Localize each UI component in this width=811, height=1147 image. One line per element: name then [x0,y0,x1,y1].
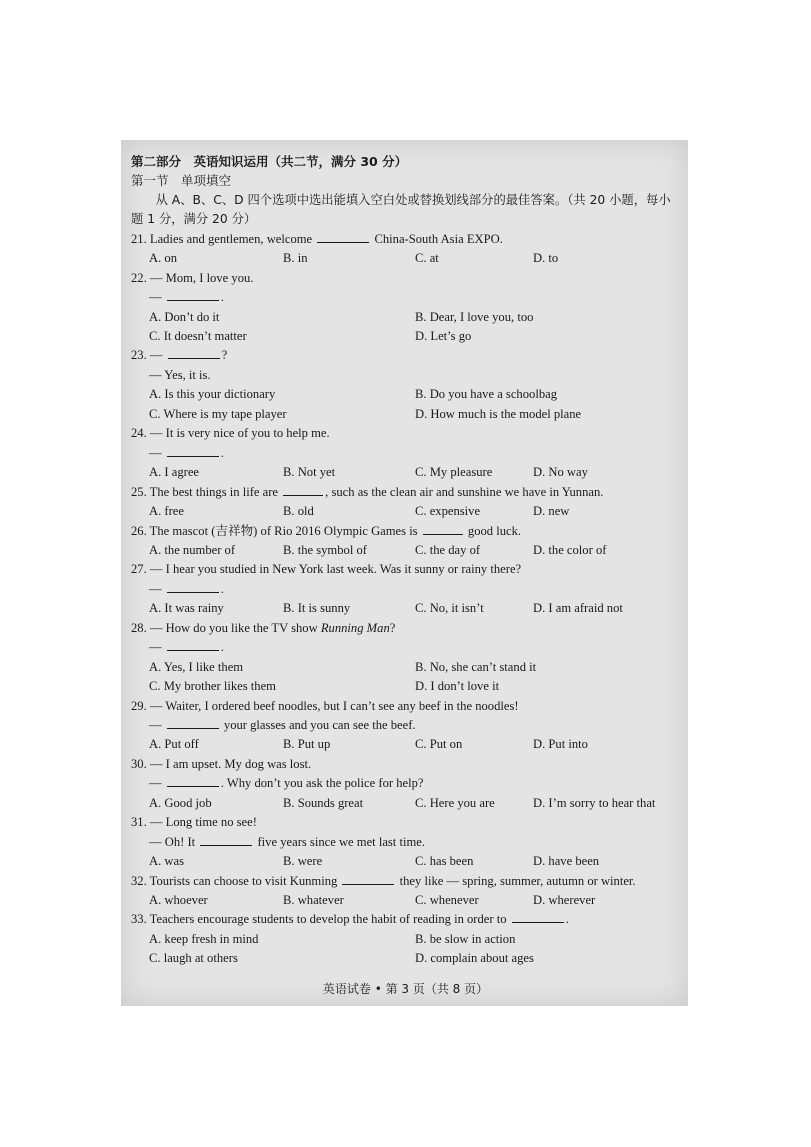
answer-line: — . [149,640,224,655]
option-a: A. Good job [149,795,212,810]
option-d: D. new [533,504,570,519]
section-title: 第二部分 英语知识运用（共二节，满分 30 分） [131,154,408,169]
options-24 [131,463,681,482]
option-c: C. laugh at others [149,951,238,966]
option-a: A. on [149,251,177,266]
option-d: D. I don’t love it [415,679,500,694]
option-a: A. Yes, I like them [149,659,244,674]
answer-blank [512,910,564,923]
question-29: 29. — Waiter, I ordered beef noodles, but I can’t see any beef in the noodles! [131,698,519,713]
question-22: 22. — Mom, I love you. [131,270,254,285]
question-24: 24. — It is very nice of you to help me. [131,426,330,441]
option-c: C. Put on [415,737,463,752]
answer-line: — Oh! It five years since we met last time. [149,834,425,849]
options-22-row2 [131,327,681,346]
show-title: Running Man [320,620,390,635]
option-a: A. was [149,854,184,869]
option-a: A. Don’t do it [149,309,220,324]
option-b: B. Dear, I love you, too [415,309,534,324]
option-a: A. It was rainy [149,601,224,616]
answer-blank [283,483,323,496]
option-d: D. I’m sorry to hear that [533,795,656,810]
option-a: A. Is this your dictionary [149,387,276,402]
options-30 [131,794,681,813]
option-a: A. the number of [149,542,236,557]
option-d: D. wherever [533,893,596,907]
answer-line: — Yes, it is. [149,367,211,382]
question-23: 23. — ? [131,348,228,363]
option-c: C. expensive [415,504,481,519]
option-b: B. in [283,251,308,266]
question-27: 27. — I hear you studied in New York last week. Was it sunny or rainy there? [131,562,522,577]
answer-blank [423,522,463,535]
answer-blank [167,288,219,301]
answer-blank [168,346,220,359]
option-c: C. My pleasure [415,465,493,480]
answer-blank [167,716,219,729]
options-23-row2 [131,405,681,424]
answer-line: — . [149,290,224,305]
option-c: C. the day of [415,542,481,557]
option-b: B. the symbol of [283,542,367,557]
question-30: 30. — I am upset. My dog was lost. [131,756,312,771]
options-27 [131,599,681,618]
answer-line: — . [149,581,224,596]
option-c: C. at [415,251,439,266]
option-b: B. It is sunny [283,601,351,616]
option-c: C. My brother likes them [149,679,276,694]
option-a: A. free [149,504,184,519]
option-c: C. No, it isn’t [415,601,484,616]
option-b: B. be slow in action [415,931,516,946]
option-c: C. has been [415,854,474,869]
answer-blank [167,444,219,457]
options-26 [131,541,681,560]
answer-line: — . [149,445,224,460]
options-32 [131,891,681,910]
option-a: A. Put off [149,737,199,752]
option-c: C. whenever [415,893,479,907]
option-c: C. Where is my tape player [149,406,287,421]
answer-line: — . Why don’t you ask the police for help? [149,776,424,791]
option-d: D. have been [533,854,600,869]
option-c: C. Here you are [415,795,495,810]
option-d: D. the color of [533,542,607,557]
options-25 [131,502,681,521]
option-d: D. Put into [533,737,588,752]
option-b: B. Put up [283,737,331,752]
question-26: 26. The mascot (吉祥物) of Rio 2016 Olympic Games is good luck. [131,523,522,538]
option-a: A. keep fresh in mind [149,931,259,946]
answer-blank [167,774,219,787]
option-d: D. complain about ages [415,951,534,966]
option-d: D. How much is the model plane [415,406,582,421]
option-c: C. It doesn’t matter [149,329,247,344]
page-footer: 英语试卷 • 第 3 页（共 8 页） [322,982,489,996]
options-29 [131,735,681,754]
option-b: B. Do you have a schoolbag [415,387,557,402]
answer-line: — your glasses and you can see the beef. [149,717,416,732]
section-subtitle: 第一节 单项填空 [131,173,232,189]
question-32: 32. Tourists can choose to visit Kunming they like — spring, summer, autumn or winter. [131,873,636,888]
options-33 [131,930,681,949]
option-b: B. were [283,854,323,869]
option-b: B. Sounds great [283,795,364,810]
option-d: D. Let’s go [415,329,472,344]
option-a: A. I agree [149,465,199,480]
option-a: A. whoever [149,893,208,907]
question-25: 25. The best things in life are , such as the clean air and sunshine we have in Yunnan. [131,484,604,499]
answer-blank [342,872,394,885]
options-31 [131,852,681,871]
option-b: B. Not yet [283,465,336,480]
question-33: 33. Teachers encourage students to develop the habit of reading in order to . [131,912,569,927]
options-28 [131,658,681,677]
question-28: 28. — How do you like the TV show Running Man? [131,620,396,635]
options-22 [131,308,681,327]
option-d: D. No way [533,465,588,480]
answer-blank [200,833,252,846]
answer-blank [317,230,369,243]
option-d: D. to [533,251,559,266]
question-31: 31. — Long time no see! [131,815,257,830]
options-21 [131,249,681,268]
question-21: 21. Ladies and gentlemen, welcome China-South Asia EXPO. [131,231,503,246]
option-b: B. No, she can’t stand it [415,659,537,674]
option-d: D. I am afraid not [533,601,623,616]
options-28-row2 [131,677,681,696]
exam-content [131,152,681,969]
options-23 [131,385,681,404]
answer-blank [167,638,219,651]
option-b: B. whatever [283,893,344,907]
options-33-row2 [131,949,681,968]
instruction: 从 A、B、C、D 四个选项中选出能填入空白处或替换划线部分的最佳答案。（共 20 小题，每小题 1 分，满分 20 分） [131,192,671,227]
option-b: B. old [283,504,314,519]
answer-blank [167,580,219,593]
